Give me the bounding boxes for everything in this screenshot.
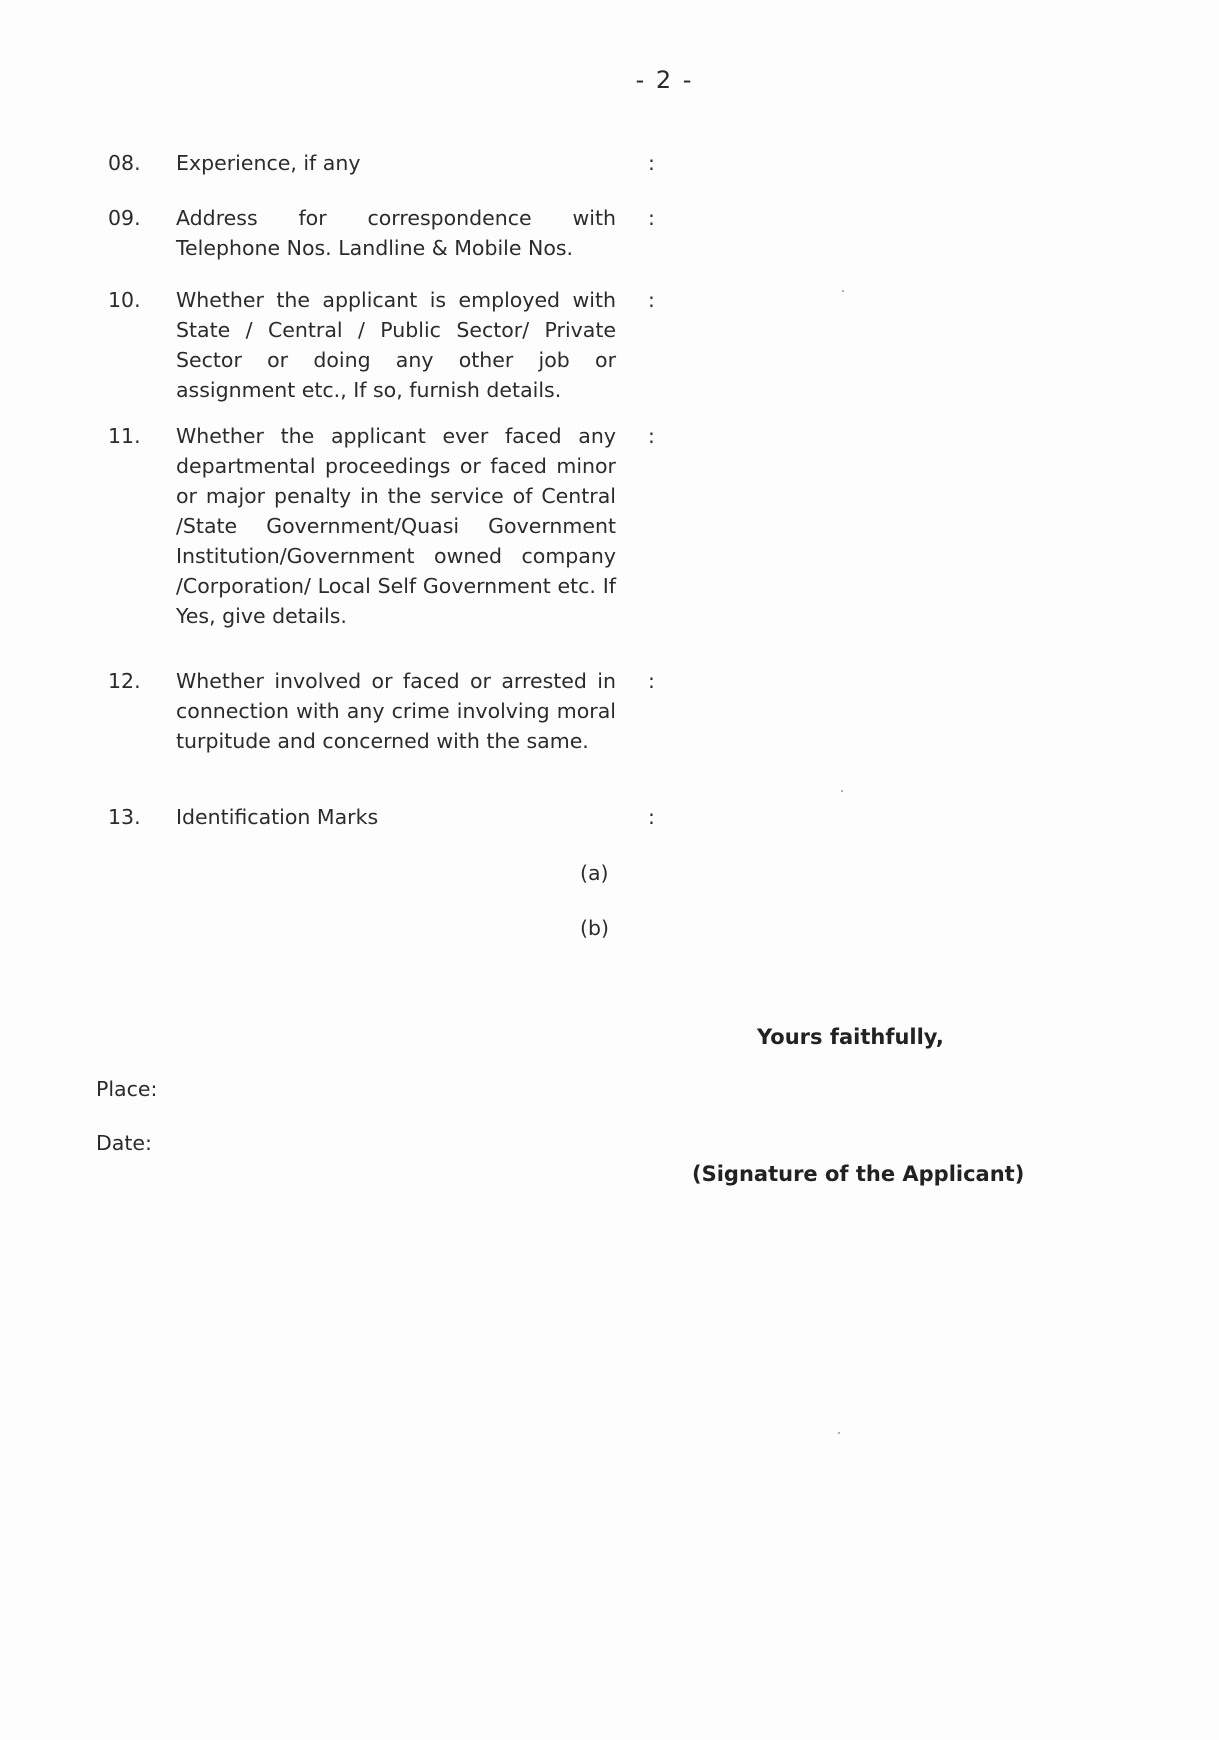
page-number: - 2 -: [635, 66, 694, 94]
item-label: Whether involved or faced or arrested in connection with any crime involving moral turpitude and concerned with the same.: [176, 669, 616, 753]
item-number: 12.: [108, 669, 141, 693]
item-colon: :: [648, 669, 655, 693]
item-colon: :: [648, 424, 655, 448]
item-number: 09.: [108, 206, 141, 230]
item-label: Whether the applicant is employed with State / Central / Public Sector/ Private Sector or doing any other job or assignment etc., If so, furnish details.: [176, 288, 616, 402]
item-label: Address for correspondence with Telephone Nos. Landline & Mobile Nos.: [176, 206, 616, 260]
identification-mark-b: (b): [580, 916, 610, 940]
scan-speck: [842, 290, 844, 292]
item-colon: :: [648, 288, 655, 312]
closing-salutation: Yours faithfully,: [757, 1025, 944, 1049]
item-label: Identification Marks: [176, 805, 379, 829]
item-colon: :: [648, 206, 655, 230]
scan-speck: [838, 1432, 840, 1434]
item-colon: :: [648, 805, 655, 829]
item-number: 10.: [108, 288, 141, 312]
identification-mark-a: (a): [580, 861, 609, 885]
item-label: Experience, if any: [176, 151, 361, 175]
place-label: Place:: [96, 1077, 158, 1101]
item-number: 08.: [108, 151, 141, 175]
item-label: Whether the applicant ever faced any departmental proceedings or faced minor or major penalty in the service of Central /State Government/Quasi Government Institution/Government owned company /Corporation/ Local Self Government etc. If Yes, give details.: [176, 424, 616, 628]
scan-speck: [841, 790, 843, 792]
date-label: Date:: [96, 1131, 152, 1155]
item-number: 13.: [108, 805, 141, 829]
signature-label: (Signature of the Applicant): [692, 1162, 1025, 1186]
item-colon: :: [648, 151, 655, 175]
item-number: 11.: [108, 424, 141, 448]
